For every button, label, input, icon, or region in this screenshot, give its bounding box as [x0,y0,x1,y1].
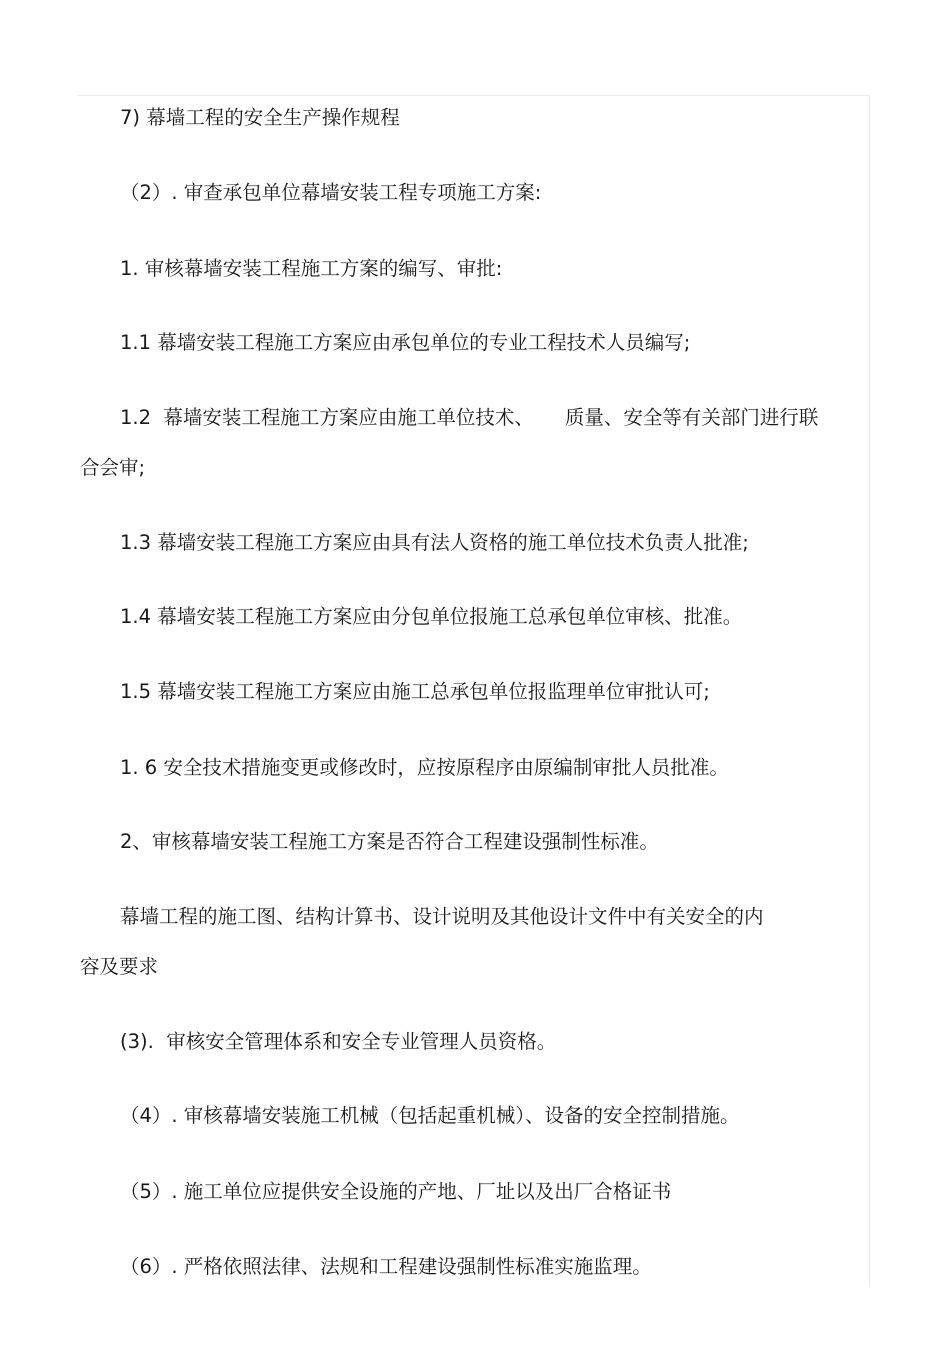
doc-line-13: （4）. 审核幕墙安装施工机械（包括起重机械）、设备的安全控制措施。 [120,1104,740,1127]
doc-line-14: （5）. 施工单位应提供安全设施的产地、厂址以及出厂合格证书 [120,1180,672,1203]
doc-line-6: 1.3 幕墙安装工程施工方案应由具有法人资格的施工单位技术负责人批准; [120,531,749,554]
doc-line-9: 1. 6 安全技术措施变更或修改时，应按原程序由原编制审批人员批准。 [120,756,729,779]
page-top-border [78,95,870,96]
doc-line-1: 7) 幕墙工程的安全生产操作规程 [120,106,400,129]
doc-line-2: （2）. 审查承包单位幕墙安装工程专项施工方案: [120,181,542,204]
doc-line-5a: 1.2 幕墙安装工程施工方案应由施工单位技术、 质量、安全等有关部门进行联 [120,406,819,429]
doc-line-10: 2、审核幕墙安装工程施工方案是否符合工程建设强制性标准。 [120,830,659,853]
doc-line-4: 1.1 幕墙安装工程施工方案应由承包单位的专业工程技术人员编写; [120,331,691,354]
doc-line-7: 1.4 幕墙安装工程施工方案应由分包单位报施工总承包单位审核、批准。 [120,605,743,628]
doc-line-8: 1.5 幕墙安装工程施工方案应由施工总承包单位报监理单位审批认可; [120,680,710,703]
doc-line-3: 1. 审核幕墙安装工程施工方案的编写、审批: [120,257,503,280]
doc-line-15: （6）. 严格依照法律、法规和工程建设强制性标准实施监理。 [120,1255,652,1278]
doc-line-11b: 容及要求 [80,955,159,978]
doc-line-11a: 幕墙工程的施工图、结构计算书、设计说明及其他设计文件中有关安全的内 [120,905,764,928]
page-right-border [869,95,870,1285]
doc-line-12: (3). 审核安全管理体系和安全专业管理人员资格。 [120,1030,557,1053]
doc-line-5b: 合会审; [80,456,146,479]
